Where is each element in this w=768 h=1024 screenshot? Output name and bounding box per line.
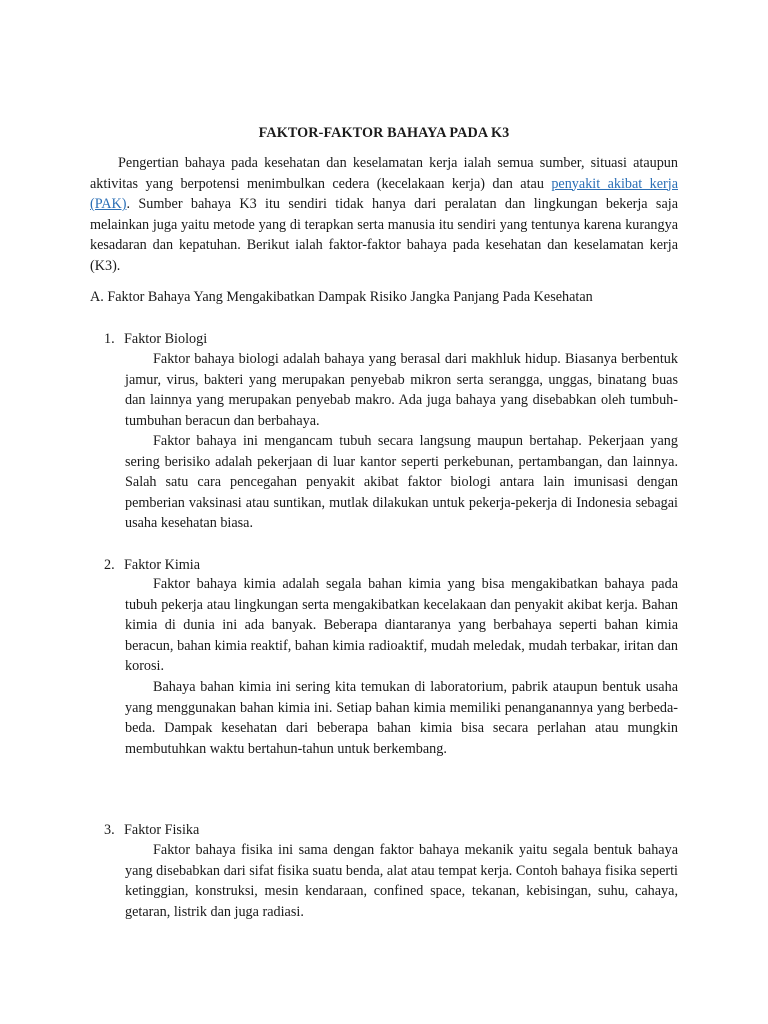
document-title: FAKTOR-FAKTOR BAHAYA PADA K3 [258, 125, 510, 141]
intro-paragraph [90, 153, 678, 277]
intro-text-before-link: Pengertian bahaya pada kesehatan dan keselamatan kerja ialah semua sumber, situasi ataupun aktivitas yang berpotensi menimbulkan cedera (kecelakaan kerja) dan atau [90, 155, 678, 192]
section-a-heading: A. Faktor Bahaya Yang Mengakibatkan Dampak Risiko Jangka Panjang Pada Kesehatan [90, 289, 593, 305]
list-item-title: Faktor Kimia [124, 557, 201, 573]
pak-link[interactable]: penyakit akibat kerja (PAK) [90, 175, 678, 213]
fisika-paragraph-1: Faktor bahaya fisika ini sama dengan faktor bahaya mekanik yaitu segala bentuk bahaya yang disebabkan dari sifat fisika suatu benda, alat atau tempat kerja. Contoh bahaya fisika seperti ketinggian, konstruksi, mesin kendaraan, confined space, tekanan, kebisingan, suhu, cahaya, getaran, listrik dan juga radiasi. [125, 842, 678, 920]
biologi-paragraph-1: Faktor bahaya biologi adalah bahaya yang berasal dari makhluk hidup. Biasanya berbentuk jamur, virus, bakteri yang merupakan penyebab mikron serta serangga, unggas, binatang buas dan lainnya yang merupakan penyebab makro. Ada juga bahaya yang disebabkan oleh tumbuh-tumbuhan beracun dan berbahaya. [125, 351, 678, 429]
kimia-paragraph-1: Faktor bahaya kimia adalah segala bahan kimia yang bisa mengakibatkan bahaya pada tubuh pekerja atau lingkungan serta mengakibatkan kecelakaan dan penyakit akibat kerja. Bahan kimia di dunia ini ada banyak. Beberapa diantaranya yang berbahaya seperti bahan kimia beracun, bahan kimia reaktif, bahan kimia radioaktif, mudah meledak, mudah terbakar, iritan dan korosi. [125, 576, 678, 675]
list-item-number: 3. [104, 822, 115, 838]
list-item-number: 2. [104, 557, 115, 573]
kimia-paragraph-2: Bahaya bahan kimia ini sering kita temukan di laboratorium, pabrik ataupun bentuk usaha yang menggunakan bahan kimia ini. Setiap bahan kimia memiliki penanganannya yang berbeda-beda. Dampak kesehatan dari beberapa bahan kimia bisa secara perlahan atau mungkin membutuhkan waktu bertahun-tahun untuk berkembang. [125, 679, 678, 757]
biologi-paragraph-2: Faktor bahaya ini mengancam tubuh secara langsung maupun bertahap. Pekerjaan yang sering berisiko adalah pekerjaan di luar kantor seperti perkebunan, pertambangan, dan lainnya. Salah satu cara pencegahan penyakit akibat faktor biologi antara lain imunisasi dengan pemberian vaksinasi atau suntikan, mutlak dilakukan untuk pekerja-pekerja di Indonesia sebagai usaha kesehatan biasa. [125, 433, 678, 532]
intro-text-after-link: . Sumber bahaya K3 itu sendiri tidak hanya dari peralatan dan lingkungan bekerja saja melainkan juga yaitu metode yang di terapkan serta manusia itu sendiri yang tentunya karena kurangya kesadaran dan kepatuhan. Berikut ialah faktor-faktor bahaya pada kesehatan dan keselamatan kerja (K3). [90, 196, 678, 274]
list-item-heading-kimia [104, 555, 200, 575]
list-item-title: Faktor Fisika [124, 822, 200, 838]
list-item-title: Faktor Biologi [124, 331, 208, 347]
list-item-heading-biologi [104, 329, 207, 349]
list-item-number: 1. [104, 331, 115, 347]
list-item-heading-fisika [104, 820, 199, 840]
